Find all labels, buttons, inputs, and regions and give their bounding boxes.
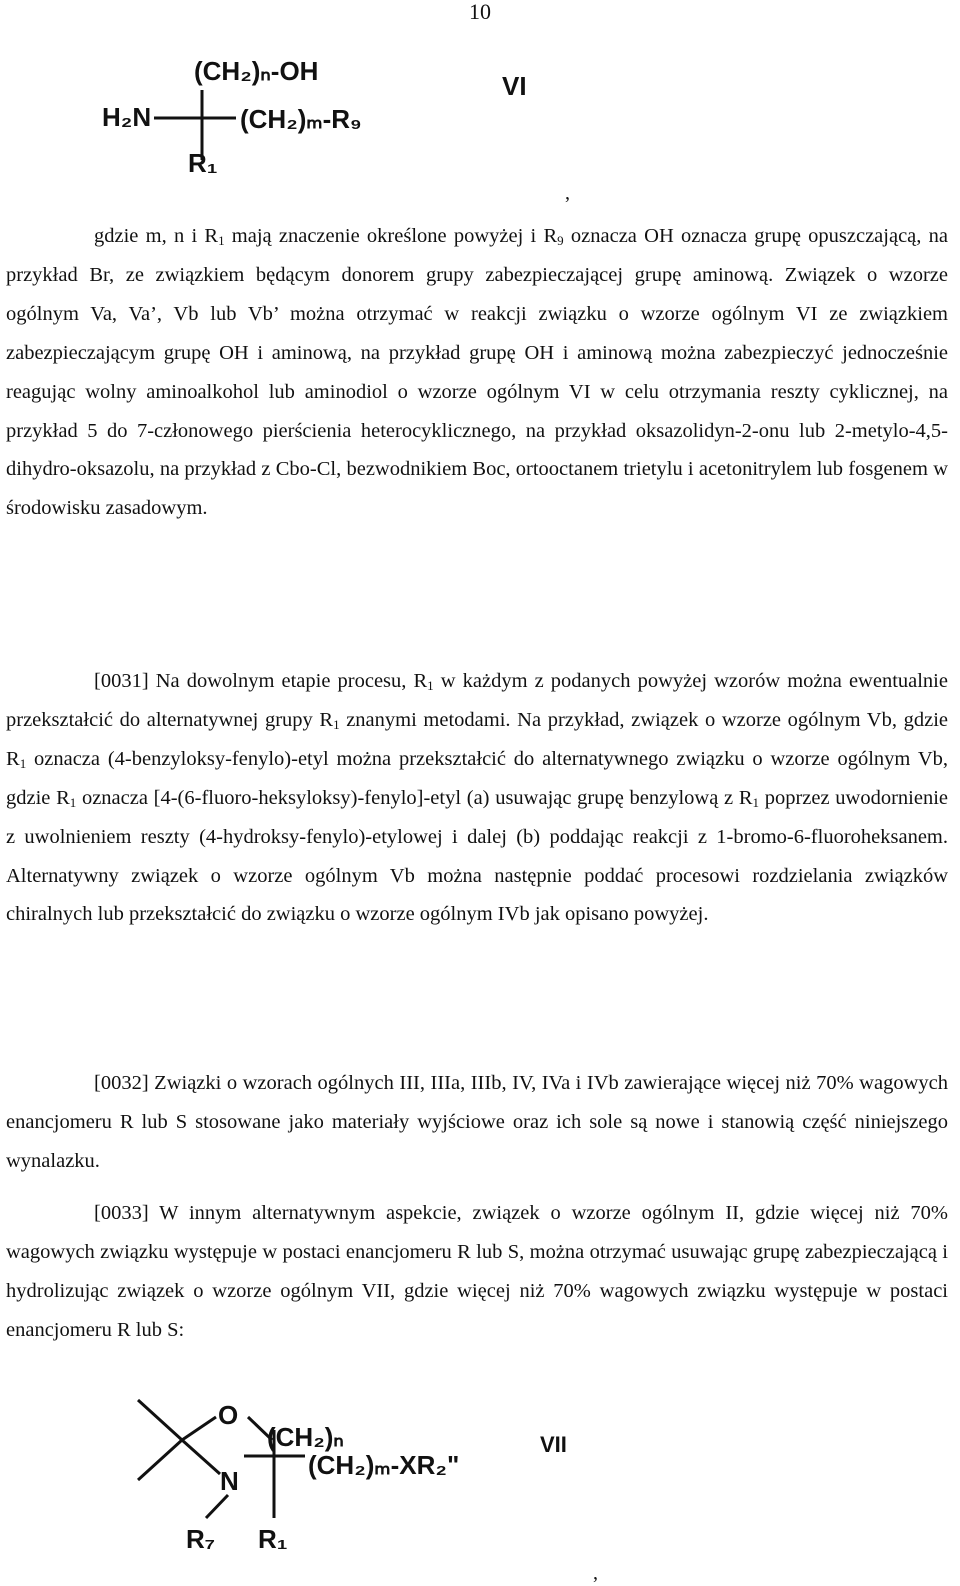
vii-bottom-left-group: R₇ [186, 1524, 216, 1554]
subscript: 1 [218, 233, 225, 248]
subscript: 1 [333, 716, 340, 732]
text-run: oznacza [4-(6-fluoro-heksyloksy)-fenylo]-etyl (a) usuwając grupę benzylową z R [76, 786, 753, 809]
vii-top-group: (CH₂)ₙ [267, 1422, 344, 1452]
paragraph-0032 [6, 1064, 948, 1181]
vi-formula-label: VI [502, 71, 527, 101]
subscript: 1 [19, 755, 27, 771]
text-run: oznacza OH oznacza grupę opuszczającą, na przykład Br, ze związkiem będącym donorem grupy zabezpieczającej grupę aminową. Związek o wzorze ogólnym Va, Va’, Vb lub Vb’ można otrzymać w reakcji związku o wzorze ogólnym VI ze związkiem zabezpieczającym grupę OH i aminową, na przykład grupę OH i aminową można zabezpieczyć jednocześnie reagując wolny aminoalkohol lub aminodiol o wzorze ogólnym VI w celu otrzymania reszty cyklicznej, na przykład 5 do 7-członowego pierścienia heterocyklicznego, na przykład oksazolidyn-2-onu lub 2-metylo-4,5-dihydro-oksazolu, na przykład z Cbo-Cl, bezwodnikiem Boc, ortooctanem trietylu i acetonitrylem lub fosgenem w środowisku zasadowym. [6, 225, 948, 520]
subscript: 9 [557, 233, 564, 248]
text-run: mają znaczenie określone powyżej i R [224, 225, 558, 247]
paragraph-1 [6, 217, 948, 528]
text-run: poprzez uwodornienie z uwolnieniem reszty (4-hydroksy-fenylo)-etylowej i dalej (b) poddając reakcji z 1-bromo-6-fluoroheksanem. Alternatywny związek o wzorze ogólnym Vb można następnie poddać procesowi rozdzielania związków chiralnych lub przekształcić do związku o wzorze ogólnym IVb jak opisano powyżej. [6, 786, 948, 926]
vi-trailing-comma: , [565, 182, 570, 204]
vii-trailing-comma: , [593, 1562, 598, 1584]
vii-bottom-right-group: R₁ [258, 1524, 288, 1554]
structural-formula-vi [90, 50, 570, 190]
text-run: [0031] Na dowolnym etapie procesu, R [94, 670, 428, 692]
text-run: [0033] W innym alternatywnym aspekcie, związek o wzorze ogólnym II, gdzie więcej niż 70% wagowych związku występuje w postaci enancjomeru R lub S, można otrzymać usuwając grupę zabezpieczającą i hydrolizując związek o wzorze ogólnym VII, gdzie więcej niż 70% wagowych związku występuje w postaci enancjomeru R lub S: [6, 1202, 948, 1341]
text-run: [0032] Związki o wzorach ogólnych III, IIIa, IIIb, IV, IVa i IVb zawierające więcej niż 70% wagowych enancjomeru R lub S stosowane jako materiały wyjściowe oraz ich sole są nowe i stanowią część niniejszego wynalazku. [6, 1072, 948, 1172]
vi-top-group: (CH₂)ₙ-OH [194, 56, 319, 86]
subscript: 1 [427, 678, 434, 693]
page-number: 10 [469, 0, 491, 24]
text-run: znanymi metodami. Na przykład, związek o wzorze ogólnym Vb, gdzie R [6, 708, 949, 770]
vi-right-group: (CH₂)ₘ-R₉ [240, 104, 362, 134]
vii-formula-label: VII [540, 1432, 567, 1457]
paragraph-0031 [6, 662, 948, 934]
structural-formula-vii [130, 1390, 650, 1580]
vii-right-group: (CH₂)ₘ-XR₂" [308, 1450, 460, 1480]
subscript: 1 [69, 794, 77, 810]
vi-bottom-group: R₁ [188, 148, 218, 178]
vii-ring-oxygen: O [218, 1400, 239, 1430]
paragraph-0033 [6, 1194, 948, 1350]
vi-left-group: H₂N [102, 102, 152, 132]
subscript: 1 [752, 794, 759, 810]
text-run: w każdym z podanych powyżej wzorów można ewentualnie przekształcić do alternatywnej grupy R [6, 670, 948, 731]
vii-ring-nitrogen: N [220, 1466, 239, 1496]
text-run: gdzie m, n i R [94, 225, 219, 247]
text-run: oznacza (4-benzyloksy-fenylo)-etyl można przekształcić do alternatywnego związku o wzorze ogólnym Vb, gdzie R [6, 747, 948, 809]
